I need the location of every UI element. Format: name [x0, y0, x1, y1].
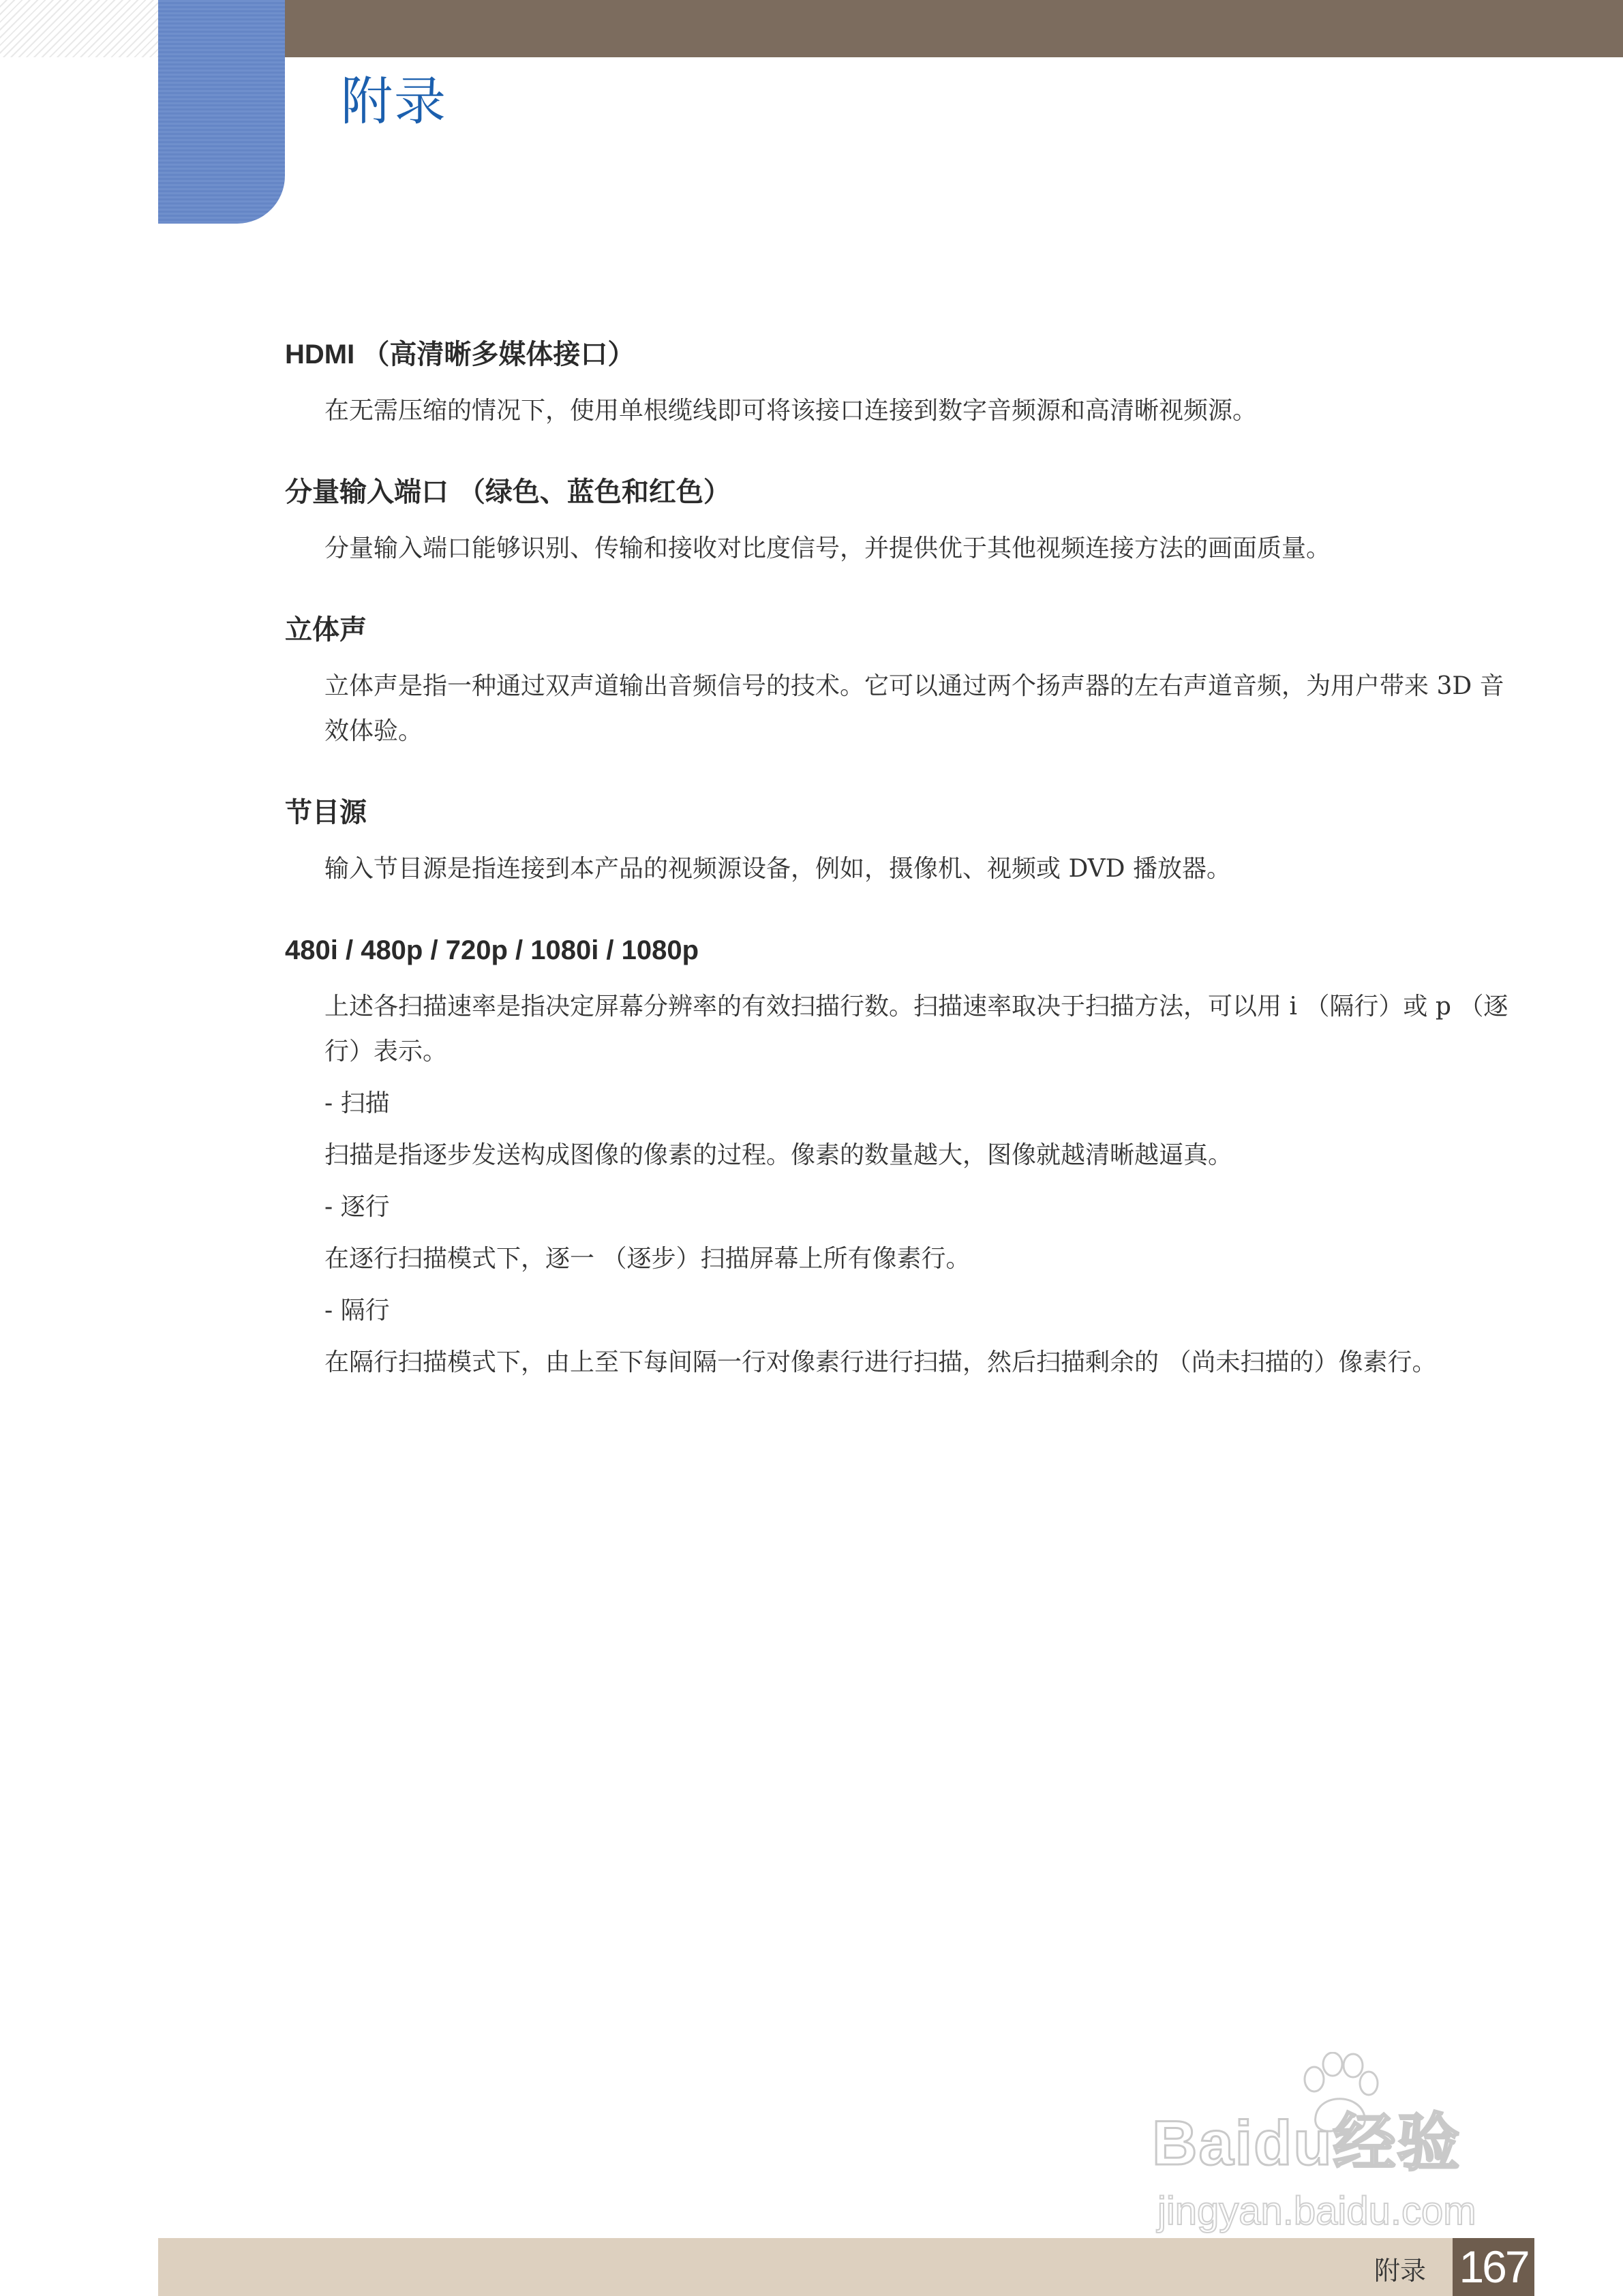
section-title-stereo: 立体声	[285, 614, 367, 646]
section-title-component: 分量输入端口 （绿色、蓝色和红色）	[285, 477, 731, 508]
page-number: 167	[1453, 2238, 1534, 2296]
chapter-title: 附录	[341, 71, 447, 132]
section-title-hdmi: HDMI （高清晰多媒体接口）	[285, 339, 635, 369]
scan-body: 扫描是指逐步发送构成图像的像素的过程。像素的数量越大，图像就越清晰越逼真。	[324, 1141, 1233, 1169]
progressive-body: 在逐行扫描模式下，逐一 （逐步）扫描屏幕上所有像素行。	[324, 1245, 971, 1273]
section-title-source: 节目源	[285, 797, 367, 828]
section-body-hdmi: 在无需压缩的情况下，使用单根缆线即可将该接口连接到数字音频源和高清晰视频源。	[324, 397, 1258, 425]
interlaced-label: - 隔行	[324, 1297, 390, 1325]
section-body-component: 分量输入端口能够识别、传输和接收对比度信号，并提供优于其他视频连接方法的画面质量。	[324, 534, 1331, 562]
header-hatch-decoration	[0, 0, 158, 57]
header-bar	[285, 0, 1623, 57]
interlaced-body: 在隔行扫描模式下，由上至下每间隔一行对像素行进行扫描，然后扫描剩余的 （尚未扫描的）像素行。	[324, 1348, 1437, 1376]
watermark-url: jingyan.baidu.com	[1157, 2189, 1476, 2233]
chapter-tab	[158, 0, 285, 224]
watermark-brand: Baidu经验	[1152, 2109, 1461, 2178]
baidu-watermark	[1152, 2052, 1534, 2236]
progressive-label: - 逐行	[324, 1193, 390, 1221]
footer-label: 附录	[1374, 2256, 1427, 2286]
scan-label: - 扫描	[324, 1089, 390, 1117]
footer-bar	[158, 2238, 1466, 2296]
section-body-stereo: 立体声是指一种通过双声道输出音频信号的技术。它可以通过两个扬声器的左右声道音频，为用户带来 3D 音效体验。	[324, 672, 1504, 745]
page-content	[285, 333, 1512, 1385]
section-title-scan: 480i / 480p / 720p / 1080i / 1080p	[285, 935, 699, 965]
section-body-source: 输入节目源是指连接到本产品的视频源设备，例如，摄像机、视频或 DVD 播放器。	[324, 855, 1231, 883]
section-body-scan-intro: 上述各扫描速率是指决定屏幕分辨率的有效扫描行数。扫描速率取决于扫描方法，可以用 i （隔行）或 p （逐行）表示。	[324, 993, 1508, 1066]
